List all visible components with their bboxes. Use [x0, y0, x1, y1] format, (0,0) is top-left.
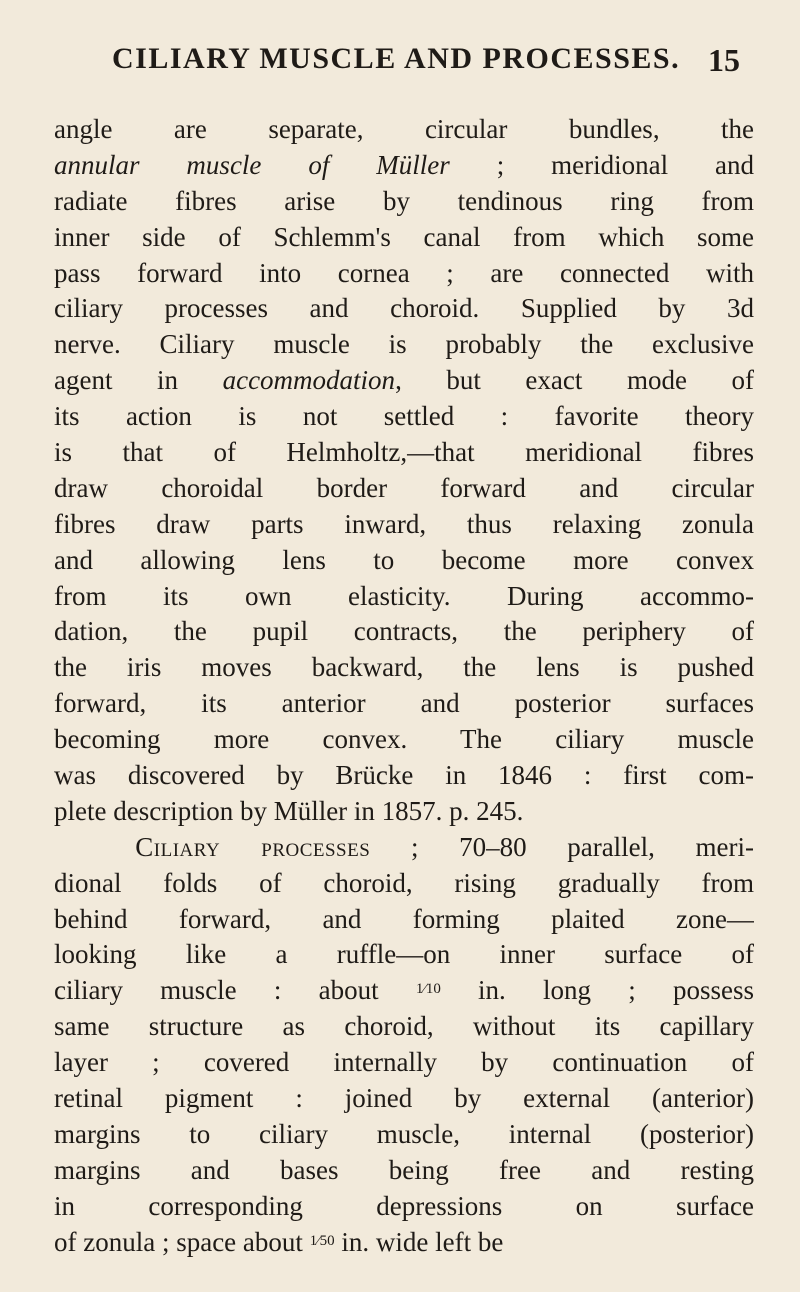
text-line: looking like a ruffle—on inner surface of — [54, 939, 754, 970]
fraction: 1⁄10 — [415, 981, 441, 998]
text-line — [54, 1225, 754, 1261]
text-line: forward, its anterior and posterior surfaces — [54, 688, 754, 719]
text-line — [54, 148, 754, 184]
text-line: in corresponding depressions on surface — [54, 1190, 754, 1221]
text-run: ; meridional and — [449, 149, 754, 180]
text-line: plete description by Müller in 1857. p. 245. — [54, 795, 524, 826]
body-text — [54, 112, 754, 1282]
text-line: margins and bases being free and resting — [54, 1154, 754, 1185]
text-line: the iris moves backward, the lens is pushed — [54, 652, 754, 683]
text-line — [54, 363, 754, 399]
text-line — [54, 973, 754, 1009]
text-run: in. long ; possess — [440, 975, 754, 1006]
text-line: layer ; covered internally by continuation of — [54, 1047, 754, 1078]
text-line: angle are separate, circular bundles, the — [54, 114, 754, 144]
text-line: is that of Helmholtz,—that meridional fibres — [54, 437, 754, 468]
text-run: of zonula ; space about — [54, 1226, 310, 1257]
text-run: agent in — [54, 365, 223, 396]
text-run: in. wide left be — [334, 1226, 504, 1257]
text-line: draw choroidal border forward and circular — [54, 472, 754, 503]
running-head: CILIARY MUSCLE AND PROCESSES. — [112, 42, 681, 75]
text-line: fibres draw parts inward, thus relaxing zonula — [54, 508, 754, 539]
text-run: ciliary muscle : about — [54, 975, 416, 1006]
text-line: margins to ciliary muscle, internal (posterior) — [54, 1118, 754, 1149]
text-line: radiate fibres arise by tendinous ring from — [54, 185, 754, 216]
text-line: its action is not settled : favorite theory — [54, 401, 754, 432]
italic-term: annular muscle of Müller — [54, 149, 450, 180]
text-line: behind forward, and forming plaited zone— — [54, 903, 754, 934]
text-line: dional folds of choroid, rising gradually from — [54, 867, 754, 898]
text-line: retinal pigment : joined by external (anterior) — [54, 1083, 754, 1114]
text-line — [54, 830, 754, 866]
italic-term: accommodation — [222, 365, 396, 396]
text-line: from its own elasticity. During accommo- — [54, 580, 754, 611]
page-number: 15 — [708, 42, 740, 78]
page-header — [0, 42, 800, 92]
text-line: becoming more convex. The ciliary muscle — [54, 724, 754, 755]
text-run: , but exact mode of — [395, 365, 754, 396]
text-line: ciliary processes and choroid. Supplied by 3d — [54, 293, 754, 324]
text-run: ; 70–80 parallel, meri- — [370, 831, 754, 862]
text-line: inner side of Schlemm's canal from which some — [54, 221, 754, 252]
text-line: nerve. Ciliary muscle is probably the exclusive — [54, 329, 754, 360]
text-line: pass forward into cornea ; are connected with — [54, 257, 754, 288]
text-line: was discovered by Brücke in 1846 : first com- — [54, 760, 754, 791]
text-line: dation, the pupil contracts, the periphery of — [54, 616, 754, 647]
fraction: 1⁄50 — [309, 1232, 335, 1249]
text-line: and allowing lens to become more convex — [54, 544, 754, 575]
section-term: Ciliary processes — [135, 831, 371, 862]
text-line: same structure as choroid, without its capillary — [54, 1011, 754, 1042]
